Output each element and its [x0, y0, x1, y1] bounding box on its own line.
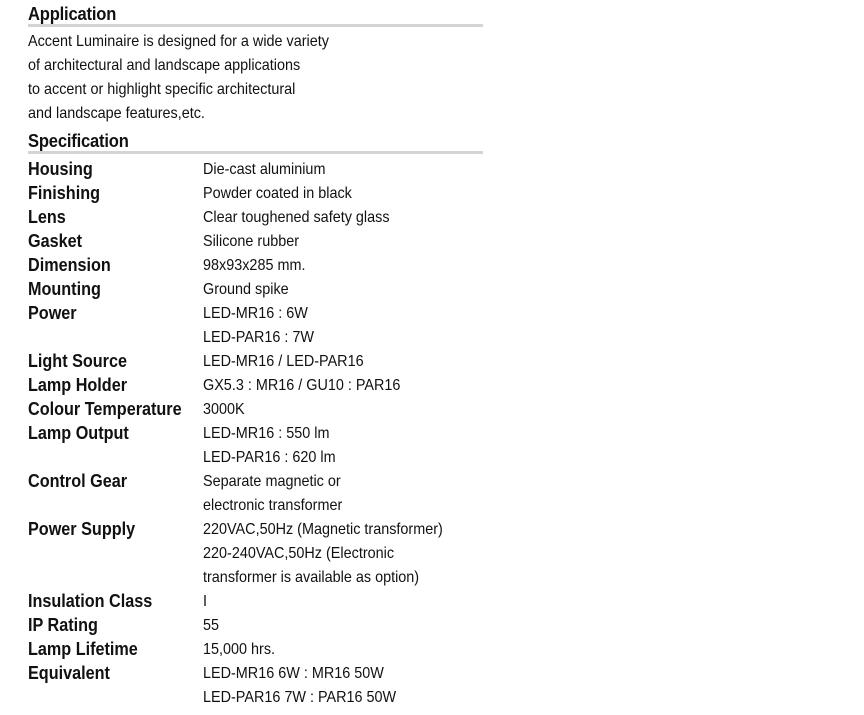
spec-row [28, 637, 484, 661]
spec-values [203, 157, 484, 181]
spec-value: LED-MR16 : 550 lm [203, 425, 330, 442]
spec-row [28, 589, 484, 613]
spec-value: 3000K [203, 401, 245, 418]
spec-value: 55 [203, 617, 220, 634]
spec-value: LED-MR16 / LED-PAR16 [203, 353, 364, 370]
spec-label: Light Source [28, 351, 128, 371]
application-line: and landscape features,etc. [28, 105, 205, 122]
spec-value: electronic transformer [203, 497, 343, 514]
spec-value: 98x93x285 mm. [203, 257, 306, 274]
spec-value: Die-cast aluminium [203, 161, 326, 178]
spec-value: I [203, 593, 208, 610]
specification-section [28, 131, 484, 709]
spec-values [203, 277, 484, 301]
spec-values [203, 421, 484, 469]
spec-values [203, 229, 484, 253]
application-section [28, 4, 484, 126]
application-heading: Application [28, 4, 117, 24]
spec-row [28, 157, 484, 181]
spec-label: Control Gear [28, 471, 128, 491]
spec-values [203, 397, 484, 421]
spec-row [28, 181, 484, 205]
application-description [28, 30, 484, 126]
spec-row [28, 253, 484, 277]
spec-label: Lens [28, 207, 66, 227]
spec-row [28, 661, 484, 709]
spec-row [28, 421, 484, 469]
spec-values [203, 469, 484, 517]
spec-value: LED-PAR16 7W : PAR16 50W [203, 689, 397, 706]
spec-row [28, 397, 484, 421]
spec-value: LED-PAR16 : 620 lm [203, 449, 336, 466]
spec-label: Mounting [28, 279, 101, 299]
specification-divider [28, 151, 483, 154]
spec-label: Lamp Lifetime [28, 639, 138, 659]
spec-row [28, 373, 484, 397]
spec-sheet [28, 4, 484, 709]
spec-row [28, 469, 484, 517]
spec-values [203, 637, 484, 661]
spec-label: Housing [28, 159, 93, 179]
spec-values [203, 301, 484, 349]
spec-values [203, 373, 484, 397]
spec-row [28, 277, 484, 301]
spec-row [28, 229, 484, 253]
spec-label: Colour Temperature [28, 399, 182, 419]
spec-label: Equivalent [28, 663, 110, 683]
spec-values [203, 661, 484, 709]
spec-value: LED-MR16 6W : MR16 50W [203, 665, 384, 682]
spec-label: Power [28, 303, 77, 323]
spec-value: transformer is available as option) [203, 569, 420, 586]
spec-row [28, 349, 484, 373]
spec-value: 220-240VAC,50Hz (Electronic [203, 545, 395, 562]
spec-value: 220VAC,50Hz (Magnetic transformer) [203, 521, 443, 538]
spec-value: Powder coated in black [203, 185, 352, 202]
application-divider [28, 24, 483, 27]
spec-label: Insulation Class [28, 591, 153, 611]
spec-values [203, 517, 484, 589]
spec-values [203, 253, 484, 277]
spec-value: Silicone rubber [203, 233, 300, 250]
spec-value: Clear toughened safety glass [203, 209, 390, 226]
spec-value: Separate magnetic or [203, 473, 341, 490]
spec-label: Lamp Output [28, 423, 129, 443]
spec-row [28, 301, 484, 349]
application-line: to accent or highlight specific architectural [28, 81, 296, 98]
spec-label: Dimension [28, 255, 111, 275]
spec-row [28, 613, 484, 637]
spec-value: 15,000 hrs. [203, 641, 276, 658]
specification-table [28, 157, 484, 709]
spec-values [203, 349, 484, 373]
spec-label: Power Supply [28, 519, 136, 539]
spec-value: GX5.3 : MR16 / GU10 : PAR16 [203, 377, 401, 394]
spec-row [28, 205, 484, 229]
application-line: Accent Luminaire is designed for a wide variety [28, 33, 329, 50]
spec-value: LED-PAR16 : 7W [203, 329, 314, 346]
spec-label: Gasket [28, 231, 83, 251]
spec-value: LED-MR16 : 6W [203, 305, 308, 322]
spec-values [203, 613, 484, 637]
application-line: of architectural and landscape applications [28, 57, 301, 74]
spec-values [203, 205, 484, 229]
spec-label: Lamp Holder [28, 375, 128, 395]
spec-label: Finishing [28, 183, 100, 203]
spec-value: Ground spike [203, 281, 289, 298]
spec-row [28, 517, 484, 589]
spec-values [203, 589, 484, 613]
specification-heading: Specification [28, 131, 129, 151]
spec-label: IP Rating [28, 615, 98, 635]
spec-values [203, 181, 484, 205]
